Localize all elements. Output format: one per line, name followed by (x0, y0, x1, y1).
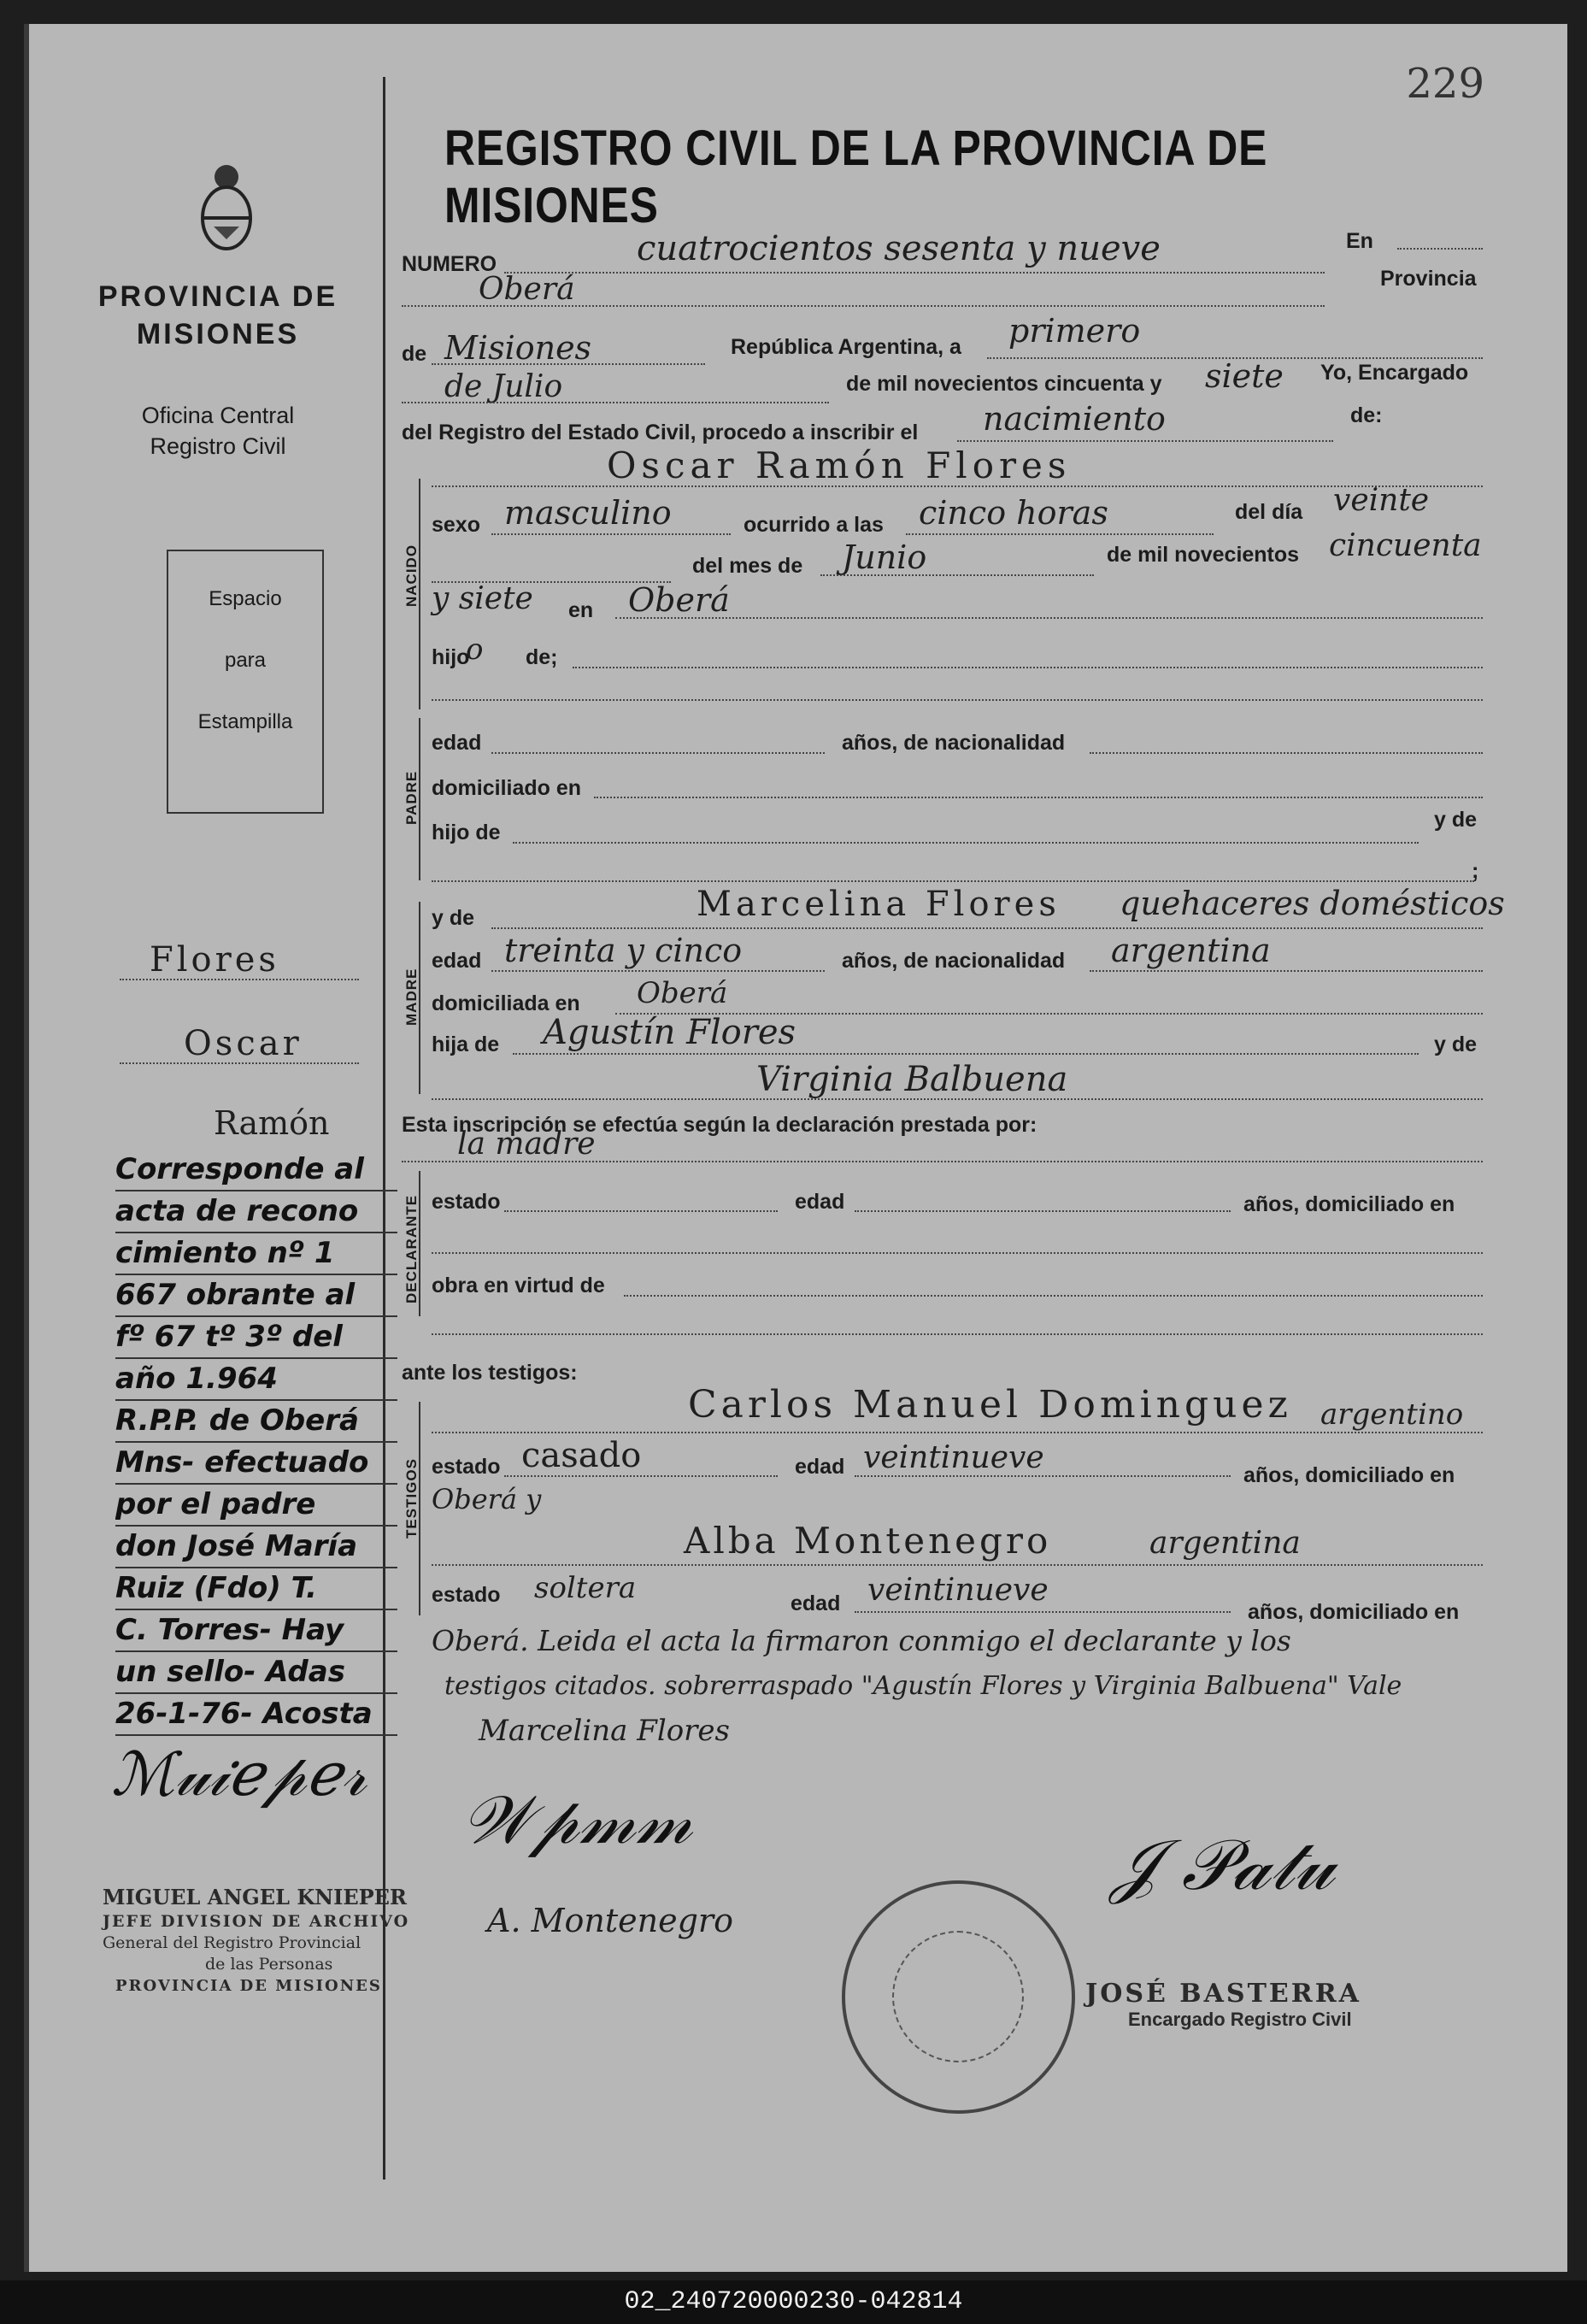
testigo2-signature: A. Montenegro (487, 1902, 733, 1939)
stamp-space-box: Espacio para Estampilla (167, 550, 324, 814)
madre-edad-value: treinta y cinco (504, 932, 743, 969)
dotted-line (402, 305, 1325, 307)
dotted-line (402, 1161, 1483, 1162)
sidebar-signature: ℳ𝓊𝒾ℯ𝓅ℯ𝓇 (111, 1739, 367, 1809)
dotted-line (432, 1333, 1483, 1335)
padre-domicilio-label: domiciliado en (432, 776, 582, 800)
archive-stamp-title2: General del Registro Provincial (103, 1933, 361, 1952)
dotted-line (491, 752, 825, 754)
padre-anos-label: años, de nacionalidad (842, 731, 1066, 755)
dotted-line (624, 1295, 1483, 1297)
closing-line-2: testigos citados. sobrerraspado "Agustín Flores y Virginia Balbuena" Vale (444, 1671, 1402, 1701)
dotted-line (120, 979, 359, 980)
de-label: de (402, 342, 427, 366)
madre-anos-label: años, de nacionalidad (842, 949, 1066, 973)
sidebar-surname: Flores (150, 940, 279, 980)
section-label-madre: MADRE (403, 968, 420, 1026)
office-heading: Oficina Central Registro Civil (141, 403, 295, 459)
dotted-line (820, 574, 1094, 576)
padre-edad-label: edad (432, 731, 482, 755)
dotted-line (120, 1062, 359, 1064)
closing-line-3: Marcelina Flores (479, 1714, 730, 1748)
hora-value: cinco horas (919, 494, 1108, 532)
image-id-footer: 02_240720000230-042814 (0, 2280, 1587, 2324)
archive-stamp-title4: PROVINCIA DE MISIONES (115, 1977, 382, 1995)
madre-domicilio-value: Oberá (637, 976, 728, 1010)
padre-y-de-label: y de (1434, 808, 1478, 832)
dotted-line (432, 1432, 1483, 1433)
testigo2-nac-value: argentina (1149, 1526, 1301, 1561)
dotted-line (402, 402, 829, 403)
province-heading: PROVINCIA DE MISIONES (97, 280, 338, 350)
de-semi-label: de; (526, 645, 558, 669)
padre-hijo-de-label: hijo de (432, 821, 501, 844)
declarante-estado-label: estado (432, 1190, 501, 1214)
dotted-line (906, 533, 1214, 535)
sidebar-given-name: Oscar (184, 1024, 303, 1063)
republica-label: República Argentina, a (731, 335, 961, 359)
archive-stamp-name: MIGUEL ANGEL KNIEPER (103, 1885, 407, 1909)
testigo1-edad-label: edad (795, 1455, 845, 1479)
dotted-line (432, 1098, 1483, 1100)
dotted-line (957, 440, 1333, 442)
dotted-line (491, 533, 731, 535)
dotted-line (491, 927, 1483, 929)
dotted-line (504, 272, 1325, 274)
archive-stamp-title1: JEFE DIVISION DE ARCHIVO (103, 1912, 410, 1931)
testigo1-edad-value: veintinueve (863, 1440, 1044, 1475)
del-mes-label: del mes de (692, 554, 803, 578)
anio-nac-b-value: y siete (432, 581, 533, 616)
de-mil-nov-label: de mil novecientos (1107, 543, 1300, 567)
page-number: 229 (1406, 60, 1484, 108)
closing-line-1: Oberá. Leida el acta la firmaron conmigo el declarante y los (432, 1624, 1291, 1657)
de-colon-label: de: (1350, 403, 1383, 427)
dotted-line (432, 699, 1483, 701)
declarante-edad-label: edad (795, 1190, 845, 1214)
numero-label: NUMERO (402, 252, 497, 276)
sexo-label: sexo (432, 513, 480, 537)
sidebar-middle-name: Ramón (214, 1104, 330, 1142)
testigo2-anos-label: años, domiciliado en (1248, 1600, 1460, 1624)
dia-nac-value: veinte (1333, 483, 1430, 518)
section-label-padre: PADRE (403, 770, 420, 825)
dotted-line (504, 1475, 778, 1477)
sidebar-divider (383, 77, 385, 2180)
dotted-line (432, 1564, 1483, 1566)
madre-nombre-value: Marcelina Flores (697, 885, 1061, 924)
lugar-nac-value: Oberá (628, 581, 730, 619)
testigo2-nombre-value: Alba Montenegro (684, 1520, 1052, 1562)
section-label-testigos: TESTIGOS (403, 1458, 420, 1539)
dotted-line (432, 880, 1474, 882)
sexo-value: masculino (504, 494, 672, 532)
testigo2-estado-value: soltera (534, 1571, 637, 1605)
dotted-line (1090, 752, 1483, 754)
anio-nac-a-value: cincuenta (1329, 528, 1482, 563)
madre-hija-de-label: hija de (432, 1033, 500, 1056)
testigo1-estado-label: estado (432, 1455, 501, 1479)
officer-stamp-name: JOSÉ BASTERRA (1085, 1979, 1361, 2009)
recognition-annotation: Corresponde al acta de recono cimiento nº 1 667 obrante al fº 67 tº 3º del año 1.964 R.P.P. de Oberá Mns- efectuado por el padre don José María Ruiz (Fdo) T. C. Torres- Hay un sello- Adas 26-1-76- Acosta (115, 1150, 397, 1736)
acto-value: nacimiento (983, 400, 1166, 438)
de-mil-label: de mil novecientos cincuenta y (846, 372, 1162, 396)
del-dia-label: del día (1235, 500, 1303, 524)
hijo-value: o (466, 632, 484, 667)
madre-madre-value: Virginia Balbuena (756, 1060, 1068, 1099)
dotted-line (855, 1475, 1231, 1477)
madre-y-de-label: y de (432, 906, 475, 930)
madre-padre-value: Agustín Flores (543, 1013, 796, 1052)
numero-value: cuatrocientos sesenta y nueve (637, 229, 1161, 268)
dotted-line (573, 667, 1483, 668)
testigo1-anos-label: años, domiciliado en (1243, 1463, 1455, 1487)
nombre-value: Oscar Ramón Flores (607, 444, 1072, 486)
officer-signature: 𝒥 𝒫𝒶𝓉𝓊 (1111, 1825, 1334, 1906)
section-label-nacido: NACIDO (403, 544, 420, 607)
anio-acta-value: siete (1205, 357, 1284, 395)
dotted-line (432, 1252, 1483, 1254)
declarante-signature: 𝒲𝓅𝓂𝓂 (461, 1782, 692, 1859)
testigo1-dom-value: Oberá y (432, 1483, 542, 1515)
mes-acta-value: de Julio (444, 369, 563, 404)
obra-virtud-label: obra en virtud de (432, 1274, 605, 1297)
dotted-line (615, 617, 1483, 619)
dotted-line (491, 970, 825, 972)
archive-stamp-title3: de las Personas (205, 1955, 333, 1974)
officer-stamp-title: Encargado Registro Civil (1128, 2009, 1352, 2030)
dotted-line (855, 1611, 1231, 1613)
ocurrido-label: ocurrido a las (744, 513, 884, 537)
provincia-label: Provincia (1380, 267, 1477, 291)
dotted-line (594, 797, 1483, 798)
dia-acta-value: primero (1008, 312, 1141, 350)
declarante-anos-label: años, domiciliado en (1243, 1192, 1455, 1216)
ante-testigos-label: ante los testigos: (402, 1361, 578, 1385)
testigo2-estado-label: estado (432, 1583, 501, 1607)
yo-encargado-label: Yo, Encargado (1320, 361, 1469, 385)
place-value: Oberá (479, 272, 575, 307)
hijo-label: hijo (432, 645, 470, 669)
provincia-value: Misiones (444, 329, 592, 367)
page-title: REGISTRO CIVIL DE LA PROVINCIA DE MISIONES (444, 121, 1268, 233)
declarante-value: la madre (457, 1127, 596, 1162)
dotted-line (513, 842, 1419, 844)
del-registro-label: del Registro del Estado Civil, procedo a inscribir el (402, 421, 919, 444)
madre-nac-value: argentina (1111, 932, 1271, 969)
mes-nac-value: Junio (842, 538, 927, 576)
dotted-line (1397, 248, 1483, 250)
section-label-declarante: DECLARANTE (403, 1194, 420, 1303)
testigo1-nac-value: argentino (1320, 1397, 1464, 1432)
testigo1-nombre-value: Carlos Manuel Dominguez (688, 1383, 1292, 1427)
semicolon-label: ; (1472, 859, 1479, 883)
coat-of-arms-icon (197, 158, 256, 252)
madre-ocupacion-value: quehaceres domésticos (1120, 885, 1505, 922)
dotted-line (1090, 970, 1483, 972)
dotted-line (855, 1210, 1231, 1212)
madre-domicilio-label: domiciliada en (432, 991, 580, 1015)
en-lower-label: en (568, 598, 594, 622)
inscripcion-label: Esta inscripción se efectúa según la declaración prestada por: (402, 1113, 1037, 1137)
testigo1-estado-value: casado (521, 1436, 642, 1475)
seal-emblem (892, 1931, 1024, 2062)
dotted-line (432, 485, 1483, 487)
official-seal-icon (842, 1880, 1075, 2114)
dotted-line (432, 363, 705, 365)
madre-edad-label: edad (432, 949, 482, 973)
dotted-line (504, 1210, 778, 1212)
dotted-line (513, 1053, 1419, 1055)
testigo2-edad-label: edad (791, 1591, 841, 1615)
en-label: En (1346, 229, 1373, 253)
madre-y-de-label-2: y de (1434, 1033, 1478, 1056)
testigo2-edad-value: veintinueve (867, 1573, 1049, 1608)
